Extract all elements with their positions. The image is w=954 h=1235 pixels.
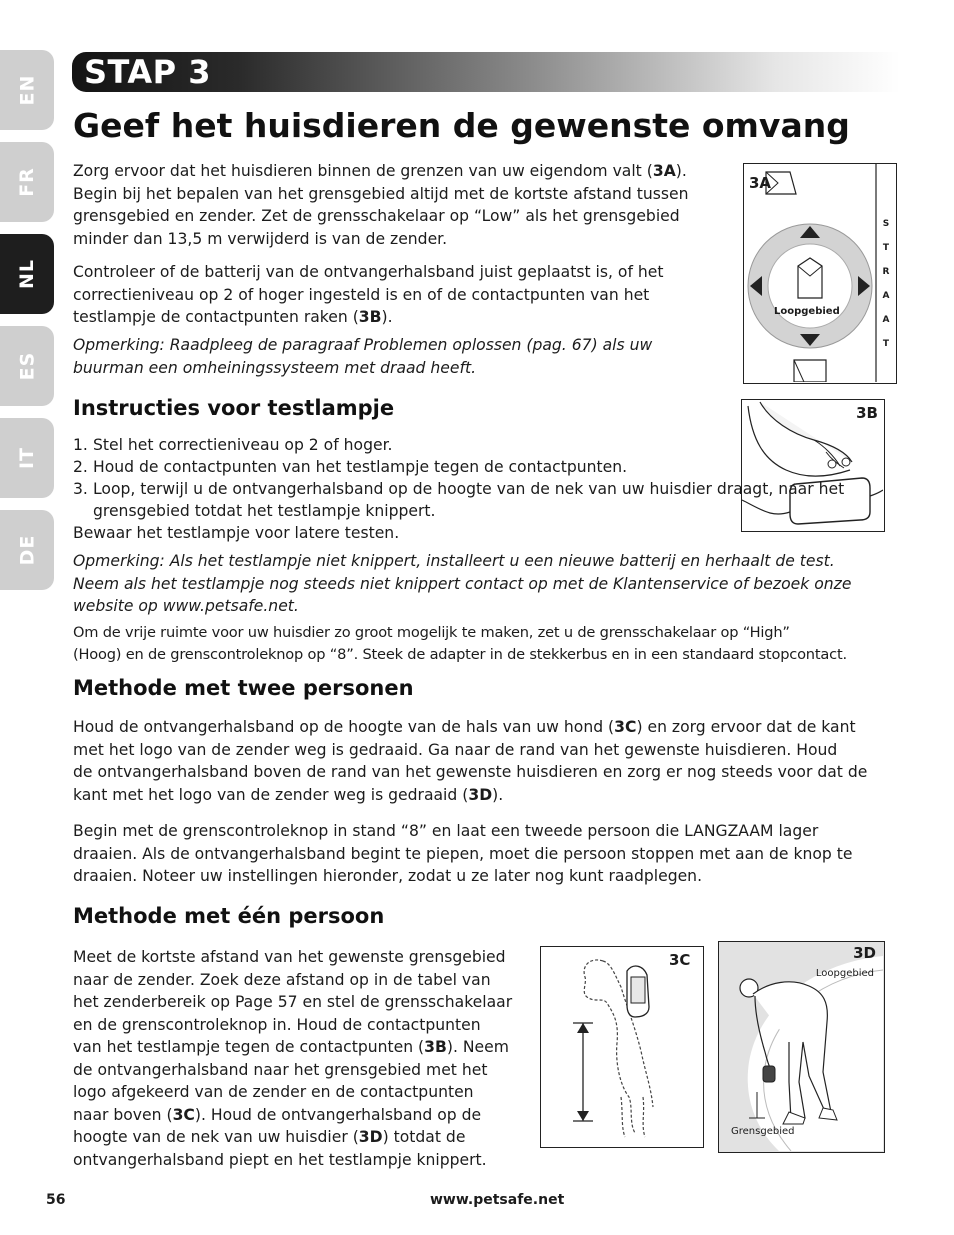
text-line: Meet de kortste afstand van het gewenste grensgebied <box>73 948 506 966</box>
figure-ref: 3C <box>614 718 637 736</box>
tab-label: DE <box>15 534 38 566</box>
step-label: STAP 3 <box>84 53 212 91</box>
text-line: logo afgekeerd van de zender en de contactpunten <box>73 1083 474 1101</box>
zone-label: Loopgebied <box>774 306 840 317</box>
testlamp-extra <box>73 622 847 666</box>
text: ) totdat de <box>382 1128 466 1146</box>
two-person-paragraph-2 <box>73 820 852 888</box>
street-letter: S <box>882 219 890 229</box>
text: Houd de ontvangerhalsband op de hoogte van de hals van uw hond ( <box>73 718 615 736</box>
one-person-paragraph <box>73 946 512 1171</box>
text-line: (Hoog) en de grenscontroleknop op “8”. Steek de adapter in de stekkerbus en in een standaard stopcontact. <box>73 646 847 663</box>
yard-diagram <box>744 164 895 382</box>
text-line: en de grenscontroleknop in. Houd de contactpunten <box>73 1015 481 1034</box>
tab-label: IT <box>16 446 38 470</box>
text: ). <box>381 308 393 326</box>
text: van het testlampje tegen de contactpunten ( <box>73 1038 425 1056</box>
text-line: Bewaar het testlampje voor latere testen. <box>73 524 400 542</box>
intro-note <box>73 334 723 379</box>
zone-label-top: Loopgebied <box>815 968 874 979</box>
text-line: grensgebied en zender. Zet de grensschakelaar op “Low” als het grensgebied <box>73 207 680 225</box>
figure-ref: 3D <box>468 785 493 804</box>
tab-label: EN <box>15 74 38 106</box>
two-person-paragraph-1 <box>73 716 867 806</box>
text: Zorg ervoor dat het huisdieren binnen de grenzen van uw eigendom valt ( <box>73 162 653 180</box>
page-number: 56 <box>46 1192 66 1208</box>
tab-label: ES <box>15 351 38 381</box>
testlamp-after <box>73 522 399 545</box>
text: ). Houd de ontvangerhalsband op de <box>194 1105 482 1124</box>
text-line: Neem als het testlampje nog steeds niet knippert contact op met de Klantenservice of bezoek onze <box>73 574 852 593</box>
page-title: Geef het huisdieren de gewenste omvang <box>73 106 850 145</box>
intro-paragraph-1 <box>73 160 723 250</box>
text-line: correctieniveau op 2 of hoger ingesteld is en of de contactpunten van het <box>73 285 650 304</box>
intro-paragraph-2 <box>73 261 723 329</box>
tab-nl[interactable] <box>0 234 54 314</box>
figure-ref: 3B <box>424 1038 447 1056</box>
step-number: 3. <box>73 480 88 498</box>
testlamp-note <box>73 550 851 618</box>
text-line: website op www.petsafe.net. <box>73 597 299 615</box>
step-banner <box>72 52 900 92</box>
tab-it[interactable] <box>0 418 54 498</box>
step-text: Loop, terwijl u de ontvangerhalsband op de hoogte van de nek van uw huisdier draagt, naar het <box>93 480 845 498</box>
street-label <box>880 212 892 356</box>
text-line: Opmerking: Raadpleeg de paragraaf Problemen oplossen (pag. 67) als uw <box>73 336 653 354</box>
tab-es[interactable] <box>0 326 54 406</box>
tab-en[interactable] <box>0 50 54 130</box>
text-line: de ontvangerhalsband boven de rand van het gewenste huisdieren en zorg er nog steeds voor dat de <box>73 763 868 781</box>
figure-label: 3A <box>749 174 772 192</box>
text-line: de ontvangerhalsband naar het grensgebied met het <box>73 1060 488 1079</box>
text-line: het zenderbereik op Page 57 en stel de grensschakelaar <box>73 993 513 1011</box>
testlamp-heading: Instructies voor testlampje <box>73 396 395 420</box>
list-item <box>73 456 844 478</box>
figure-3c <box>540 946 704 1148</box>
one-person-heading: Methode met één persoon <box>73 904 385 928</box>
step-number: 2. <box>73 458 88 476</box>
text-line: Om de vrije ruimte voor uw huisdier zo groot mogelijk te maken, zet u de grensschakelaar op “High” <box>73 624 790 641</box>
street-letter: A <box>882 291 890 301</box>
spacer <box>742 480 743 481</box>
figure-label: 3D <box>853 944 876 962</box>
text-line: ontvangerhalsband piept en het testlampje knippert. <box>73 1150 487 1169</box>
text: hoogte van de nek van uw huisdier ( <box>73 1128 359 1146</box>
step-text: Stel het correctieniveau op 2 of hoger. <box>93 436 393 454</box>
text-line: Opmerking: Als het testlampje niet knippert, installeert u een nieuwe batterij en herhaalt de test. <box>73 552 835 570</box>
dog-height-drawing <box>541 947 702 1146</box>
text: ). Neem <box>446 1038 509 1056</box>
street-letter: R <box>882 267 890 277</box>
figure-3d <box>718 941 885 1153</box>
text-line: met het logo van de zender weg is gedraaid. Ga naar de rand van het gewenste huisdieren. Houd <box>73 740 838 759</box>
figure-3a <box>743 163 897 384</box>
footer-url[interactable]: www.petsafe.net <box>430 1192 565 1208</box>
figure-ref: 3D <box>358 1128 383 1146</box>
tab-de[interactable] <box>0 510 54 590</box>
text: naar boven ( <box>73 1105 173 1124</box>
two-person-heading: Methode met twee personen <box>73 676 414 700</box>
tab-label: FR <box>15 167 38 197</box>
text-line: draaien. Als de ontvangerhalsband begint te piepen, moet die persoon stoppen met aan de knop te <box>73 844 853 863</box>
street-letter: T <box>882 243 890 253</box>
text: ). <box>675 162 687 180</box>
figure-ref: 3C <box>172 1105 195 1124</box>
text-line: Begin bij het bepalen van het grensgebied altijd met de kortste afstand tussen <box>73 184 689 203</box>
step-text-continued: grensgebied totdat het testlampje knippert. <box>93 502 436 520</box>
figure-label: 3B <box>856 404 878 422</box>
zone-label-bottom: Grensgebied <box>731 1126 795 1137</box>
figure-ref: 3A <box>652 162 676 180</box>
figure-label: 3C <box>669 951 691 969</box>
testlamp-steps <box>73 434 844 522</box>
list-item <box>73 478 844 522</box>
text: ) en zorg ervoor dat de kant <box>636 718 856 736</box>
list-item <box>73 434 844 456</box>
text-line: Begin met de grenscontroleknop in stand “8” en laat een tweede persoon die LANGZAAM lager <box>73 822 819 840</box>
step-text: Houd de contactpunten van het testlampje tegen de contactpunten. <box>93 458 628 476</box>
tab-label: NL <box>15 258 38 290</box>
text: kant met het logo van de zender weg is gedraaid ( <box>73 785 469 804</box>
figure-ref: 3B <box>358 308 382 326</box>
text: testlampje de contactpunten raken ( <box>73 308 359 326</box>
text: ). <box>492 785 504 804</box>
text-line: draaien. Noteer uw instellingen hieronder, zodat u ze later nog kunt raadplegen. <box>73 867 703 885</box>
text-line: buurman een omheiningssysteem met draad heeft. <box>73 358 477 377</box>
text-line: Controleer of de batterij van de ontvangerhalsband juist geplaatst is, of het <box>73 263 664 281</box>
street-letter: T <box>882 339 890 349</box>
tab-fr[interactable] <box>0 142 54 222</box>
street-letter: A <box>882 315 890 325</box>
text-line: minder dan 13,5 m verwijderd is van de zender. <box>73 229 448 248</box>
text-line: naar de zender. Zoek deze afstand op in de tabel van <box>73 970 491 989</box>
step-number: 1. <box>73 436 88 454</box>
